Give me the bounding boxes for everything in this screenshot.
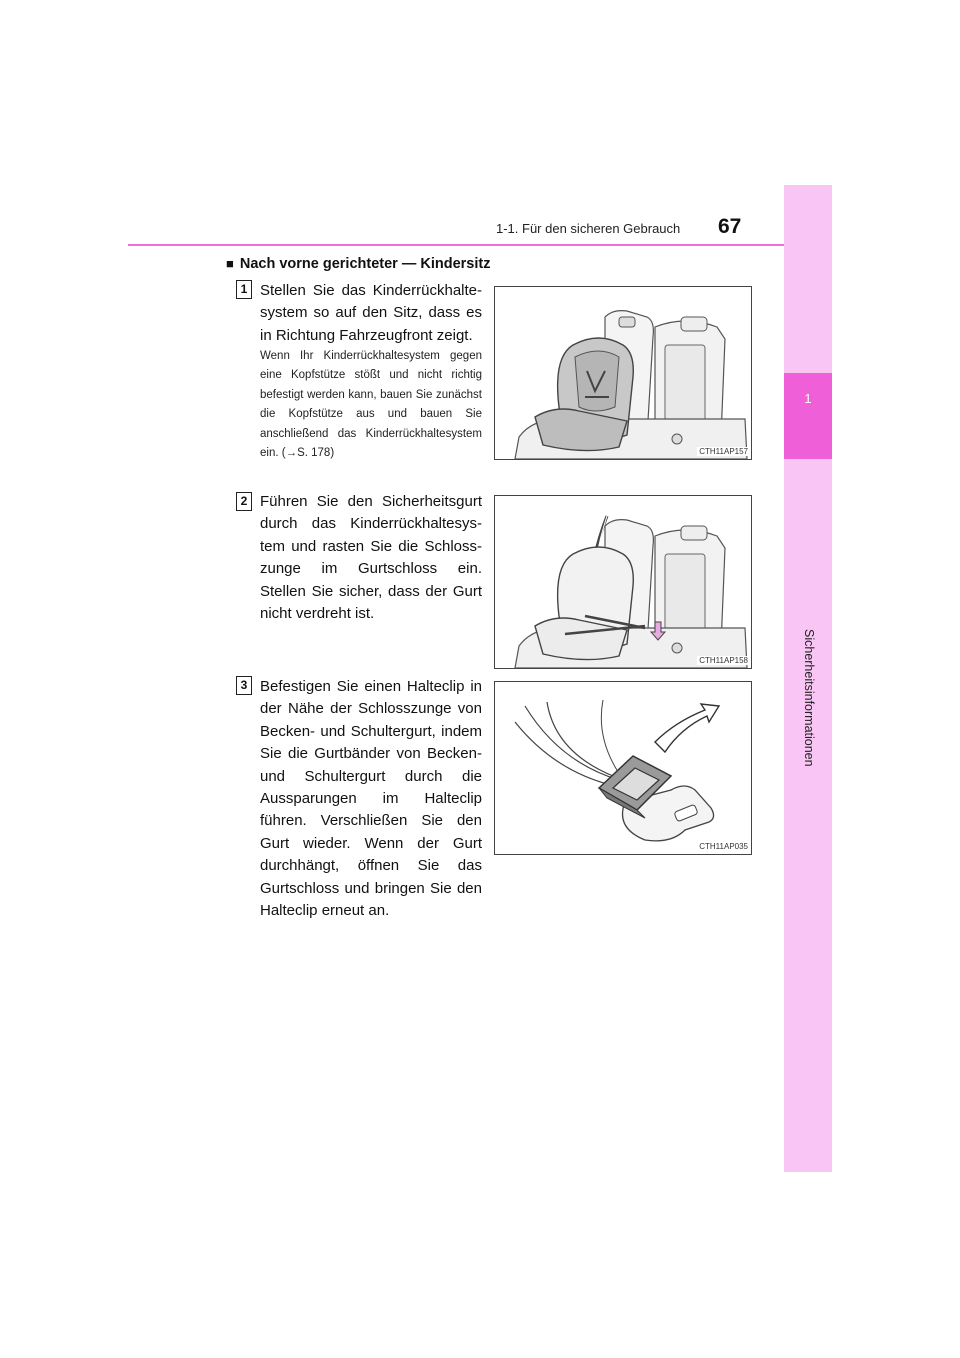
figure-3-drawing xyxy=(495,682,751,854)
step-badge-3: 3 xyxy=(236,676,252,695)
figure-1-drawing xyxy=(495,287,751,459)
step-badge-1: 1 xyxy=(236,280,252,299)
figure-1-code: CTH11AP157 xyxy=(699,447,748,456)
figure-2-seatbelt-routing xyxy=(494,495,752,669)
page-number: 67 xyxy=(718,215,742,238)
step-1-note: Wenn Ihr Kinderrückhaltesystem gegen eine Kopfstütze stößt und nicht richtig befestigt werden kann, bauen Sie zunächst die Kopfstütze aus und bauen Sie anschließend das Kinderrückhaltesystem ein. (→S. 178) xyxy=(260,350,482,460)
section-title-text: Nach vorne gerichteter — Kindersitz xyxy=(239,256,491,272)
header-section-title: 1-1. Für den sicheren Gebrauch xyxy=(496,221,681,236)
figure-2-code: CTH11AP158 xyxy=(699,656,748,665)
figure-2-drawing xyxy=(495,496,751,668)
figure-1-child-seat-on-rear-seat xyxy=(494,286,752,460)
step-3-text: Befestigen Sie einen Halteclip in der Nähe der Schlosszunge von Becken- und Schultergurt, indem Sie die Gurtbänder von Becken- und Schultergurt durch die Aussparungen im Halteclip führen. Verschließen Sie den Gurt wieder. Wenn der Gurt durchhängt, öffnen Sie das Gurtschloss und bringen Sie den Halteclip erneut an. xyxy=(260,678,482,920)
header-divider xyxy=(128,244,784,246)
chapter-label: Sicherheitsinformationen xyxy=(802,629,816,767)
section-title xyxy=(226,256,490,272)
square-bullet-icon: ■ xyxy=(226,256,234,271)
figure-3-locking-clip xyxy=(494,681,752,855)
chapter-side-tab xyxy=(784,185,832,1172)
step-1-text: Stellen Sie das Kinderrückhalte-system so auf den Sitz, dass es in Richtung Fahrzeugfront zeigt. xyxy=(260,282,482,344)
chapter-number: 1 xyxy=(804,391,812,406)
chapter-number-box xyxy=(784,373,832,459)
step-badge-2: 2 xyxy=(236,492,252,511)
figure-3-code: CTH11AP035 xyxy=(699,842,748,851)
step-2-text: Führen Sie den Sicherheitsgurt durch das Kinderrückhaltesys-tem und rasten Sie die Schloss-zunge im Gurtschloss ein. Stellen Sie sicher, dass der Gurt nicht verdreht ist. xyxy=(260,493,482,623)
